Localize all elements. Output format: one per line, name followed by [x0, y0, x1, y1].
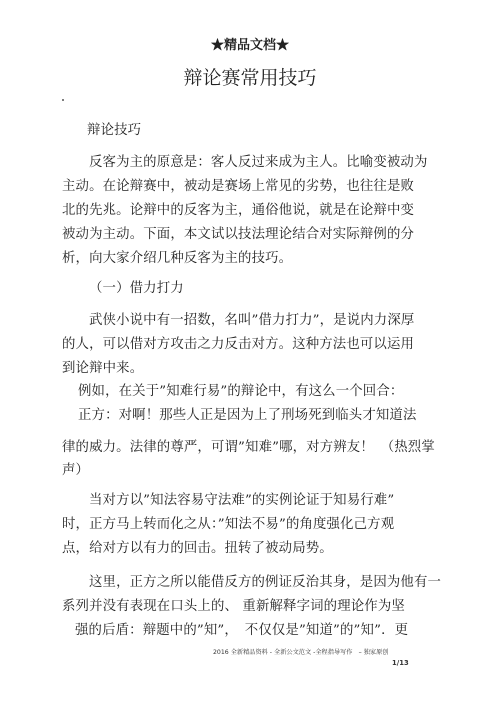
paragraph-line: 反客为主的原意是：客人反过来成为主人。比喻变被动为 — [89, 155, 428, 170]
paragraph-line: 强的后盾：辩题中的”知”， 不仅仅是”知道”的”知”．更 — [75, 623, 409, 638]
section-heading: 辩论技巧 — [87, 123, 142, 138]
document-title: 辩论赛常用技巧 — [183, 67, 317, 89]
paragraph-line: 北的先兆。论辩中的反客为主，通俗他说，就是在论辩中变 — [62, 203, 415, 218]
document-header-label: ★精品文档★ — [210, 38, 289, 53]
page-number: 1/13 — [392, 659, 409, 667]
paragraph-line: 这里，正方之所以能借反方的例证反治其身，是因为他有一 — [89, 575, 442, 590]
paragraph-line: 的人，可以借对方攻击之力反击对方。这种方法也可以运用 — [62, 337, 415, 352]
paragraph-line: 当对方以”知法容易守法难”的实例论证于知易行难” — [89, 493, 395, 508]
paragraph-line: 被动为主动。下面，本文试以技法理论结合对实际辩例的分 — [62, 227, 415, 242]
paragraph-line: 武侠小说中有一招数，名叫”借力打力”，是说内力深厚 — [89, 313, 415, 328]
paragraph-line: 析，向大家介绍几种反客为主的技巧。 — [62, 251, 293, 266]
bullet-dot — [62, 99, 64, 101]
paragraph-line: 主动。在论辩赛中，被动是赛场上常见的劣势，也往往是败 — [62, 179, 415, 194]
paragraph-line: 点，给对方以有力的回击。扭转了被动局势。 — [62, 541, 333, 556]
footer-text: 2016 全新精品资料 - 全新公文范文 -全程指导写作 – 独家原创 — [213, 649, 389, 656]
paragraph-line: 时，正方马上转而化之从：”知法不易”的角度强化己方观 — [62, 517, 395, 532]
paragraph-line: 声） — [62, 463, 90, 478]
paragraph-line: 到论辩中来。 — [62, 361, 144, 376]
paragraph-line: 系列并没有表现在口头上的、 重新解释字词的理论作为坚 — [62, 599, 405, 614]
paragraph-line: 例如，在关于”知难行易”的辩论中，有这么一个回合： — [78, 384, 404, 399]
paragraph-line: 律的威力。法律的尊严，可谓”知难”哪，对方辨友！ （热烈掌 — [62, 440, 435, 455]
paragraph-line: 正方：对啊！那些人正是因为上了刑场死到临头才知道法 — [78, 408, 417, 423]
subheading: （一）借力打力 — [89, 281, 184, 296]
